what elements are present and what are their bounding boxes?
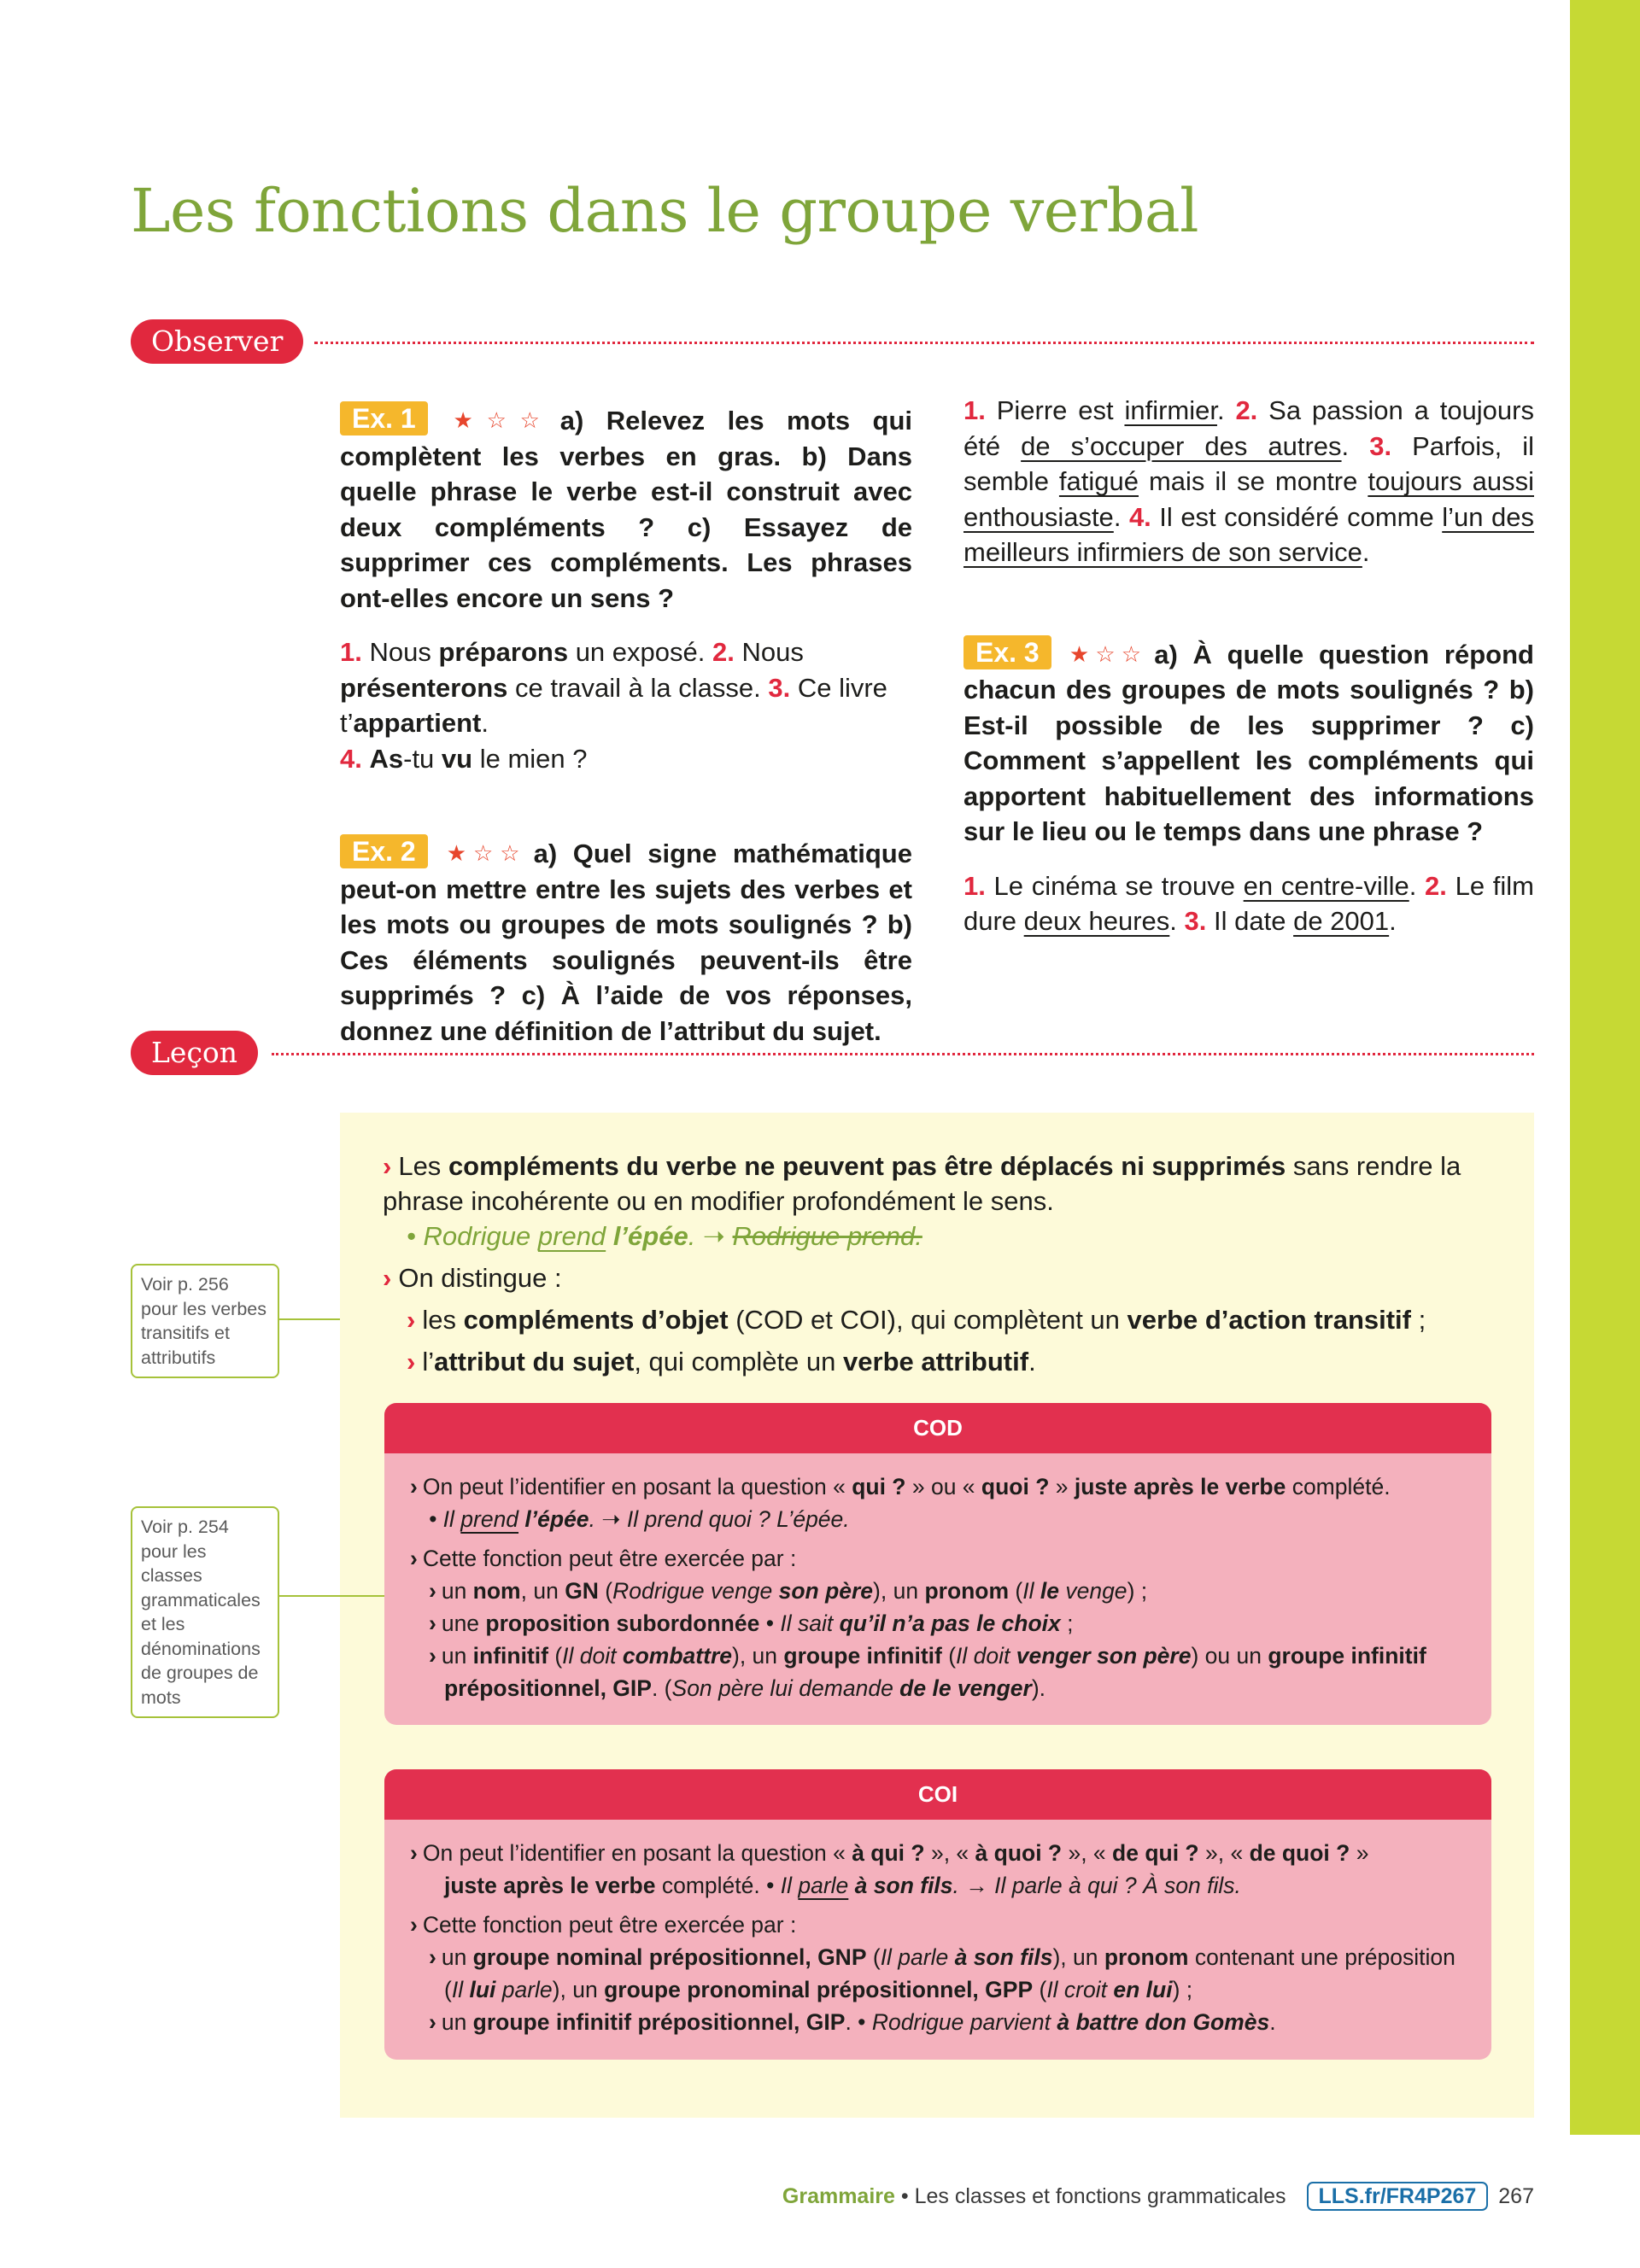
italic-text: Il doit [956,1643,1016,1669]
sentence-number: 3. [768,672,791,703]
ex3-question-block [964,635,1534,850]
bold-text: quoi ? [981,1474,1050,1499]
coi-line [410,2006,1466,2038]
exercise-column-right [964,393,1534,939]
text: Cette fonction peut être exercée par : [422,1912,797,1938]
bold-text: verbe attributif [843,1347,1029,1377]
text: (COD et COI), qui complètent un [728,1305,1128,1335]
text: . [1113,501,1129,532]
text: • Il [429,1506,461,1532]
coi-card-title: COI [384,1769,1491,1820]
coi-line [410,1837,1466,1869]
text: Pierre est [985,395,1125,425]
text: Il est considéré comme [1151,501,1443,532]
bold-text: groupe nominal prépositionnel, GNP [472,1944,867,1970]
italic-text: venge [1058,1578,1128,1604]
chevron-right-icon: › [407,1347,416,1377]
bold-italic-text: à son fils [854,1873,953,1898]
text: Les [398,1151,448,1181]
coi-line [410,1869,1466,1902]
text: ( [1009,1578,1023,1604]
cod-line [410,1640,1466,1672]
chevron-right-icon: › [429,1578,436,1604]
note-connector [279,1595,384,1597]
chevron-right-icon: › [383,1263,392,1293]
text: . [481,708,489,738]
ex2-question-block [340,834,912,1049]
bold-italic-text: à son fils [954,1944,1053,1970]
sentence-number: 1. [340,637,362,667]
cod-card-title: COD [384,1403,1491,1453]
chevron-right-icon: › [410,1912,418,1938]
bold-italic-text: qu’il n’a pas le choix [839,1610,1061,1636]
bold-verb: As [369,743,404,774]
chevron-right-icon: › [429,2009,436,2035]
text: Nous [361,637,439,667]
underlined-group: de s’occuper des autres [1021,430,1342,461]
text: l’ [422,1347,435,1377]
text: ( [444,1977,452,2002]
text: . [1389,906,1397,936]
chevron-right-icon: › [429,1944,436,1970]
sentence-number: 1. [964,395,986,425]
text: », « [1198,1840,1250,1866]
bold-text: juste après le verbe [444,1873,656,1898]
text: . [1409,870,1426,901]
lesson-rule-2-item-2 [383,1344,1510,1379]
chevron-right-icon: › [429,1643,436,1669]
ex1-question: a) Relevez les mots qui complètent les verbes en gras. b) Dans quelle phrase le verbe est-il construit avec deux compléments ? c) Essayez de supprimer ces compléments. Les phrases ont-elles encore un sens ? [340,406,912,613]
bold-italic-text: en lui [1113,1977,1173,2002]
footer-category: Grammaire [782,2184,895,2208]
italic-text: . → Il parle à qui ? À son fils. [952,1873,1241,1898]
cod-line [410,1607,1466,1640]
ex2-difficulty-stars-icon: ★☆☆ [437,840,527,866]
bold-text: pronom [924,1578,1010,1604]
text: les [422,1305,464,1335]
underlined-verb: prend [460,1506,519,1532]
ex2-badge: Ex. 2 [340,834,428,868]
text: -tu [403,743,442,774]
text: . ➝ Il prend quoi ? L’épée. [589,1506,850,1532]
text: Nous [734,637,804,667]
text: . [1269,2009,1276,2035]
italic-text: Il [780,1873,799,1898]
bold-italic-text: lui [469,1977,496,2002]
text: un [441,1578,473,1604]
lesson-rules [383,1149,1510,1379]
section-observer-label: Observer [131,319,303,364]
bold-text: groupe infinitif [783,1643,942,1669]
bold-text: à quoi ? [975,1840,1063,1866]
text: ), un [873,1578,925,1604]
page-footer [0,2181,1534,2212]
bold-italic-text: venger son père [1016,1643,1192,1669]
text: Sa passion a toujours été [964,395,1534,461]
bold-verb: appartient [353,708,482,738]
text: ce travail à la classe. [507,672,769,703]
ex2-sentences [964,393,1534,570]
margin-note-classes: Voir p. 254 pour les classes grammaticales et les dénominations de groupes de mots [131,1506,279,1718]
ex1-difficulty-stars-icon: ★☆☆ [437,407,554,433]
bold-text: nom [472,1578,521,1604]
italic-text: Rodrigue parvient [871,2009,1057,2035]
cod-line [410,1672,1466,1704]
sentence-number: 2. [1235,395,1258,425]
section-divider [272,1053,1534,1055]
italic-text: Il [451,1977,470,2002]
text: . [1216,395,1236,425]
footer-separator: • [894,2184,915,2208]
underlined-group: de 2001 [1293,906,1390,936]
text: ( [548,1643,563,1669]
text: ; [1411,1305,1426,1335]
sentence-number: 2. [712,637,735,667]
bold-text: groupe infinitif [1268,1643,1426,1669]
text: le mien ? [472,743,588,774]
text: un exposé. [568,637,712,667]
bold-text: groupe pronominal prépositionnel, GPP [604,1977,1034,2002]
underlined-group: fatigué [1058,466,1139,496]
page-title: Les fonctions dans le groupe verbal [131,176,1199,246]
cod-example [410,1503,1466,1535]
footer-subtitle: Les classes et fonctions grammaticales [914,2184,1286,2208]
text: . [1169,906,1185,936]
ex3-sentences [964,868,1534,939]
text: ) ; [1172,1977,1193,2002]
page-number: 267 [1498,2184,1534,2208]
italic-text: Il doit [562,1643,623,1669]
bold-text: qui ? [852,1474,906,1499]
text: . ( [651,1675,672,1701]
italic-text: Il parle [880,1944,955,1970]
text: ). [1031,1675,1046,1701]
bold-italic-text: le [1040,1578,1059,1604]
chevron-right-icon: › [429,1610,436,1636]
chevron-right-icon: › [410,1840,418,1866]
page-edge-band [1570,0,1640,2135]
text: Cette fonction peut être exercée par : [422,1546,797,1571]
bold-italic-text: à battre don Gomès [1057,2009,1270,2035]
bold-text: infinitif [472,1643,548,1669]
bold-text: GN [565,1578,599,1604]
text: , un [520,1578,565,1604]
chevron-right-icon: › [383,1151,392,1181]
text: ) ou un [1191,1643,1268,1669]
italic-text: parle [495,1977,553,2002]
bold-text: de quoi ? [1249,1840,1350,1866]
underlined-group: deux heures [1023,906,1170,936]
ex3-question: a) À quelle question répond chacun des groupes de mots soulignés ? b) Est-il possible de les supprimer ? c) Comment s’appellent les compléments qui apportent habituellement des informations sur le lieu ou le temps dans une phrase ? [964,639,1534,846]
note-connector [279,1318,340,1320]
underlined-group: l’un des meilleurs infirmiers de son service [964,501,1534,567]
italic-text: Il sait [780,1610,840,1636]
text: • Rodrigue [407,1221,538,1251]
lesson-example [383,1219,1510,1254]
section-lecon-label: Leçon [131,1031,258,1075]
bold-text: compléments du verbe ne peuvent pas être déplacés ni supprimés [448,1151,1286,1181]
text: ( [941,1643,957,1669]
text: . [1341,430,1370,461]
struck-example: Rodrigue prend. [732,1221,922,1251]
ex1-question-block [340,401,912,616]
text: ), un [732,1643,784,1669]
ex1-sentences [340,634,912,776]
text: contenant une préposition [1188,1944,1456,1970]
bold-text: attribut du sujet [434,1347,635,1377]
text: ; [1060,1610,1074,1636]
text: • [759,1610,781,1636]
text: Le cinéma se trouve [985,870,1244,901]
lesson-rule-1 [383,1149,1510,1219]
text: », « [924,1840,975,1866]
underlined-verb: prend [537,1221,606,1251]
text: » [1049,1474,1075,1499]
underlined-group: infirmier [1124,395,1217,425]
bold-verb: préparons [438,637,569,667]
bold-text: à qui ? [852,1840,925,1866]
arrow-icon: . ➝ [688,1221,733,1251]
text: On distingue : [398,1263,562,1293]
text: Le film dure [964,870,1534,936]
text: ), un [1052,1944,1104,1970]
text: complété. • [655,1873,781,1898]
bold-text: prépositionnel, GIP [444,1675,652,1701]
bold-italic-text: combattre [622,1643,732,1669]
cod-line [410,1470,1466,1503]
text: complété. [1286,1474,1391,1499]
chevron-right-icon: › [407,1305,416,1335]
italic-text: Il [1022,1578,1040,1604]
text: Ce livre t’ [340,672,887,738]
bold-text: groupe infinitif prépositionnel, GIP [472,2009,846,2035]
text: » [1350,1840,1369,1866]
coi-card [384,1769,1491,2060]
exercise-column-left [340,401,912,1049]
ex1-badge: Ex. 1 [340,401,428,435]
text: , qui complète un [634,1347,844,1377]
text: On peut l’identifier en posant la question « [422,1840,852,1866]
underlined-group: toujours aussi enthousiaste [964,466,1534,532]
coi-line [410,1909,1466,1941]
sentence-number: 4. [340,743,362,774]
text: », « [1062,1840,1113,1866]
sentence-number: 4. [1128,501,1151,532]
text: ( [598,1578,613,1604]
footer-link[interactable]: LLS.fr/FR4P267 [1307,2182,1489,2211]
text: . • [845,2009,872,2035]
ex3-difficulty-stars-icon: ★☆☆ [1061,640,1148,667]
sentence-number: 3. [1369,430,1392,461]
chevron-right-icon: › [410,1546,418,1571]
text: » ou « [905,1474,981,1499]
italic-text: Il croit [1046,1977,1114,2002]
italic-text: Son père lui demande [671,1675,900,1701]
text: ( [1033,1977,1047,2002]
text: mais il se montre [1139,466,1368,496]
bold-text: compléments d’objet [463,1305,729,1335]
text: ( [866,1944,881,1970]
cod-line [410,1575,1466,1607]
text: une [441,1610,486,1636]
underlined-verb: parle [798,1873,849,1898]
text: un [441,1944,473,1970]
bold-italic-text: de le venger [899,1675,1032,1701]
text: ) ; [1127,1578,1148,1604]
cod-card [384,1403,1491,1725]
coi-line [410,1941,1466,1973]
lesson-rule-2-item-1 [383,1302,1510,1337]
underlined-group: en centre-ville [1243,870,1409,901]
bold-italic-text: son père [778,1578,874,1604]
ex2-question: a) Quel signe mathématique peut-on mettre entre les sujets des verbes et les mots ou groupes de mots soulignés ? b) Ces éléments soulignés peuvent-ils être supprimés ? c) À l’aide de vos réponses, donnez une définition de l’attribut du sujet. [340,839,912,1046]
text: Il date [1206,906,1294,936]
bold-text: l’épée [524,1506,589,1532]
text: un [441,1643,473,1669]
bold-text: verbe d’action transitif [1127,1305,1411,1335]
text: On peut l’identifier en posant la question « [422,1474,852,1499]
lesson-rule-2 [383,1260,1510,1295]
cod-line [410,1542,1466,1575]
text: . [1362,537,1370,567]
chevron-right-icon: › [410,1474,418,1499]
bold-text: juste après le verbe [1074,1474,1286,1499]
ex3-badge: Ex. 3 [964,635,1051,669]
coi-line [410,1973,1466,2006]
bold-verb: présenterons [340,672,508,703]
bold-text: pronom [1104,1944,1189,1970]
sentence-number: 2. [1425,870,1447,901]
sentence-number: 3. [1184,906,1207,936]
sentence-number: 1. [964,870,986,901]
bold-verb: vu [441,743,473,774]
cod-card-body [384,1453,1491,1704]
text: ), un [552,1977,605,2002]
margin-note-verbes: Voir p. 256 pour les verbes transitifs et attributifs [131,1264,279,1378]
bold-text: proposition subordonnée [485,1610,760,1636]
text: un [441,2009,473,2035]
bold-complement: l’épée [612,1221,688,1251]
italic-text: Rodrigue venge [612,1578,779,1604]
section-divider [314,342,1534,344]
text: sans rendre la phrase incohérente ou en modifier profondément le sens. [383,1151,1461,1216]
bold-text: de qui ? [1112,1840,1199,1866]
coi-card-body [384,1820,1491,2038]
text: . [1028,1347,1036,1377]
text: Parfois, il semble [964,430,1534,496]
